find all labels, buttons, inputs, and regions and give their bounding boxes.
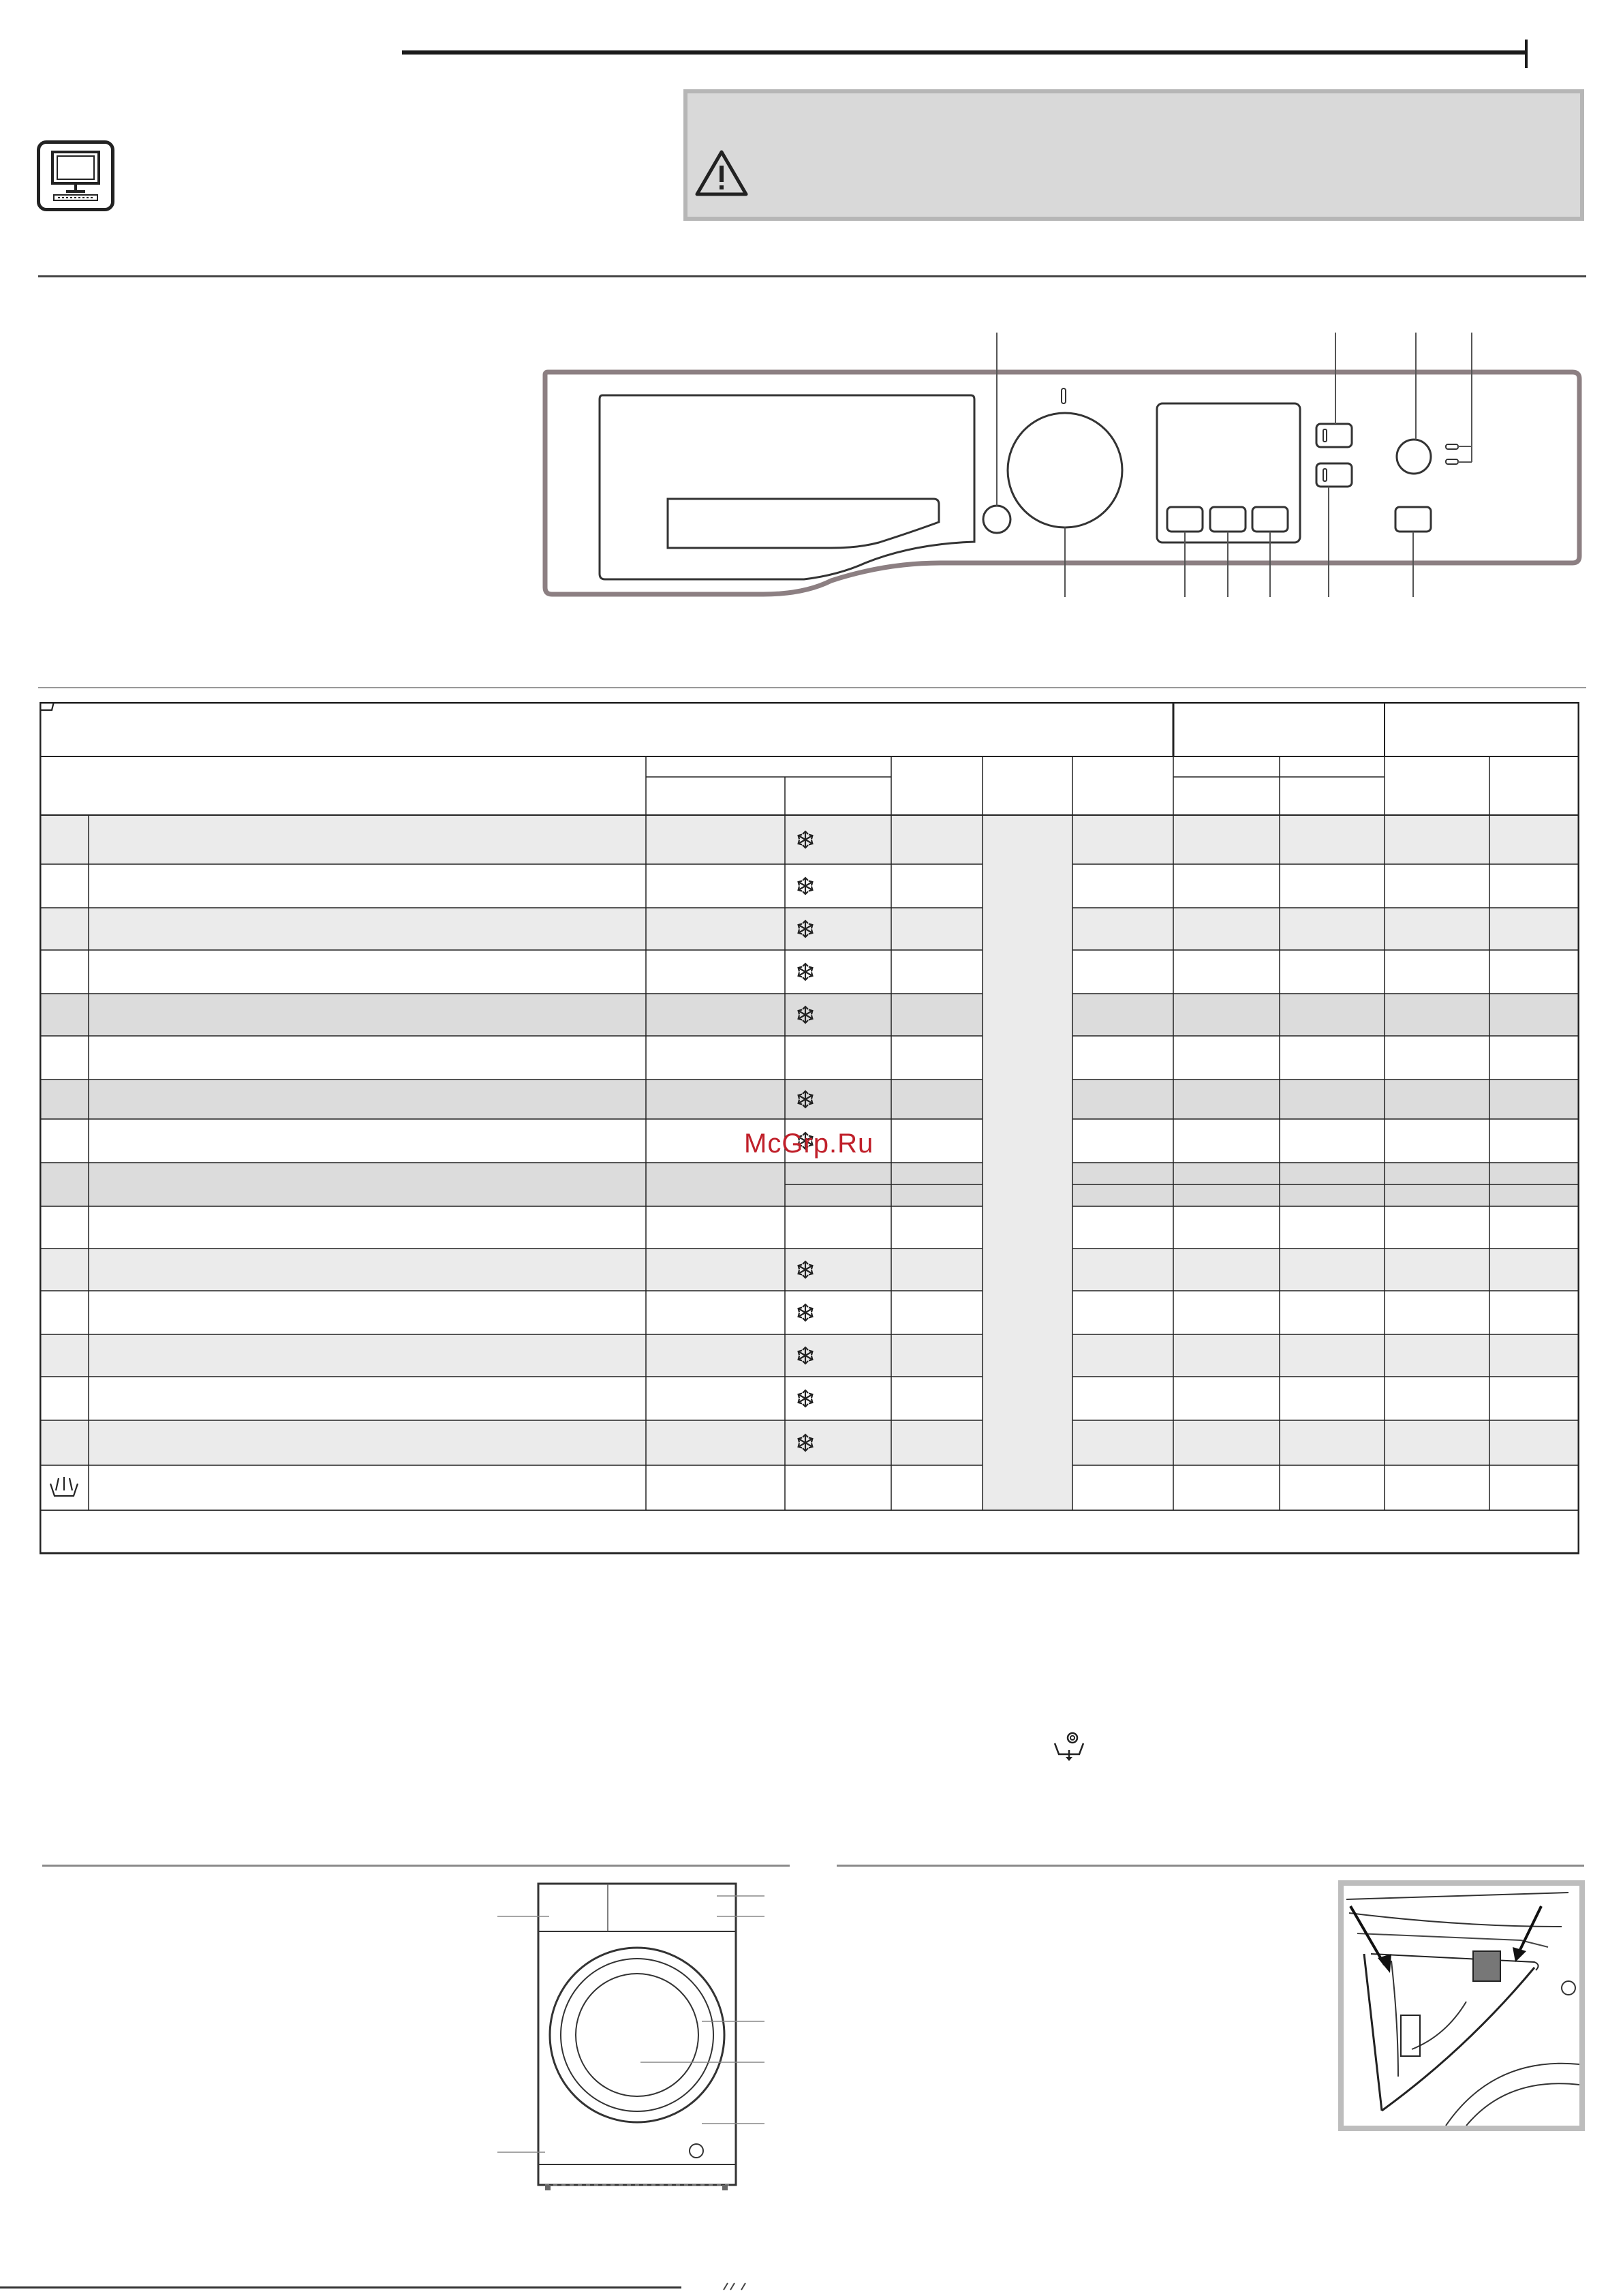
table-row-shade	[40, 815, 1579, 864]
section-divider	[42, 1865, 790, 1867]
computer-monitor-icon	[37, 140, 114, 211]
snowflake-icon	[797, 878, 814, 894]
page-number-fragment	[721, 2282, 755, 2291]
top-rule-tick	[1525, 40, 1528, 68]
programme-table	[40, 702, 1579, 1642]
table-row-shade	[40, 1080, 1579, 1119]
snowflake-icon	[797, 1390, 814, 1407]
spin-drain-icon	[40, 702, 55, 716]
table-row-shade	[40, 994, 1579, 1036]
table-row-shade	[40, 908, 1579, 950]
control-panel-diagram	[531, 327, 1594, 607]
spin-drain-icon	[1052, 1731, 1086, 1761]
section-divider	[38, 275, 1586, 277]
section-divider	[837, 1865, 1584, 1867]
watermark: McGrp.Ru	[744, 1129, 874, 1159]
dispenser-photo	[1338, 1880, 1585, 2131]
footer-rule	[0, 2286, 681, 2289]
snowflake-icon	[797, 1304, 814, 1321]
top-rule	[402, 50, 1526, 55]
snowflake-icon	[797, 964, 814, 980]
section-divider	[38, 687, 1586, 688]
warning-triangle-icon	[694, 148, 749, 198]
table-row-shade	[40, 1420, 1579, 1465]
table-row-shade	[40, 1249, 1579, 1291]
merged-cell	[983, 815, 1072, 1510]
table-row-shade	[40, 1334, 1579, 1377]
warning-box	[683, 89, 1584, 221]
washer-front-diagram	[497, 1873, 770, 2193]
rinse-icon	[50, 1477, 78, 1496]
